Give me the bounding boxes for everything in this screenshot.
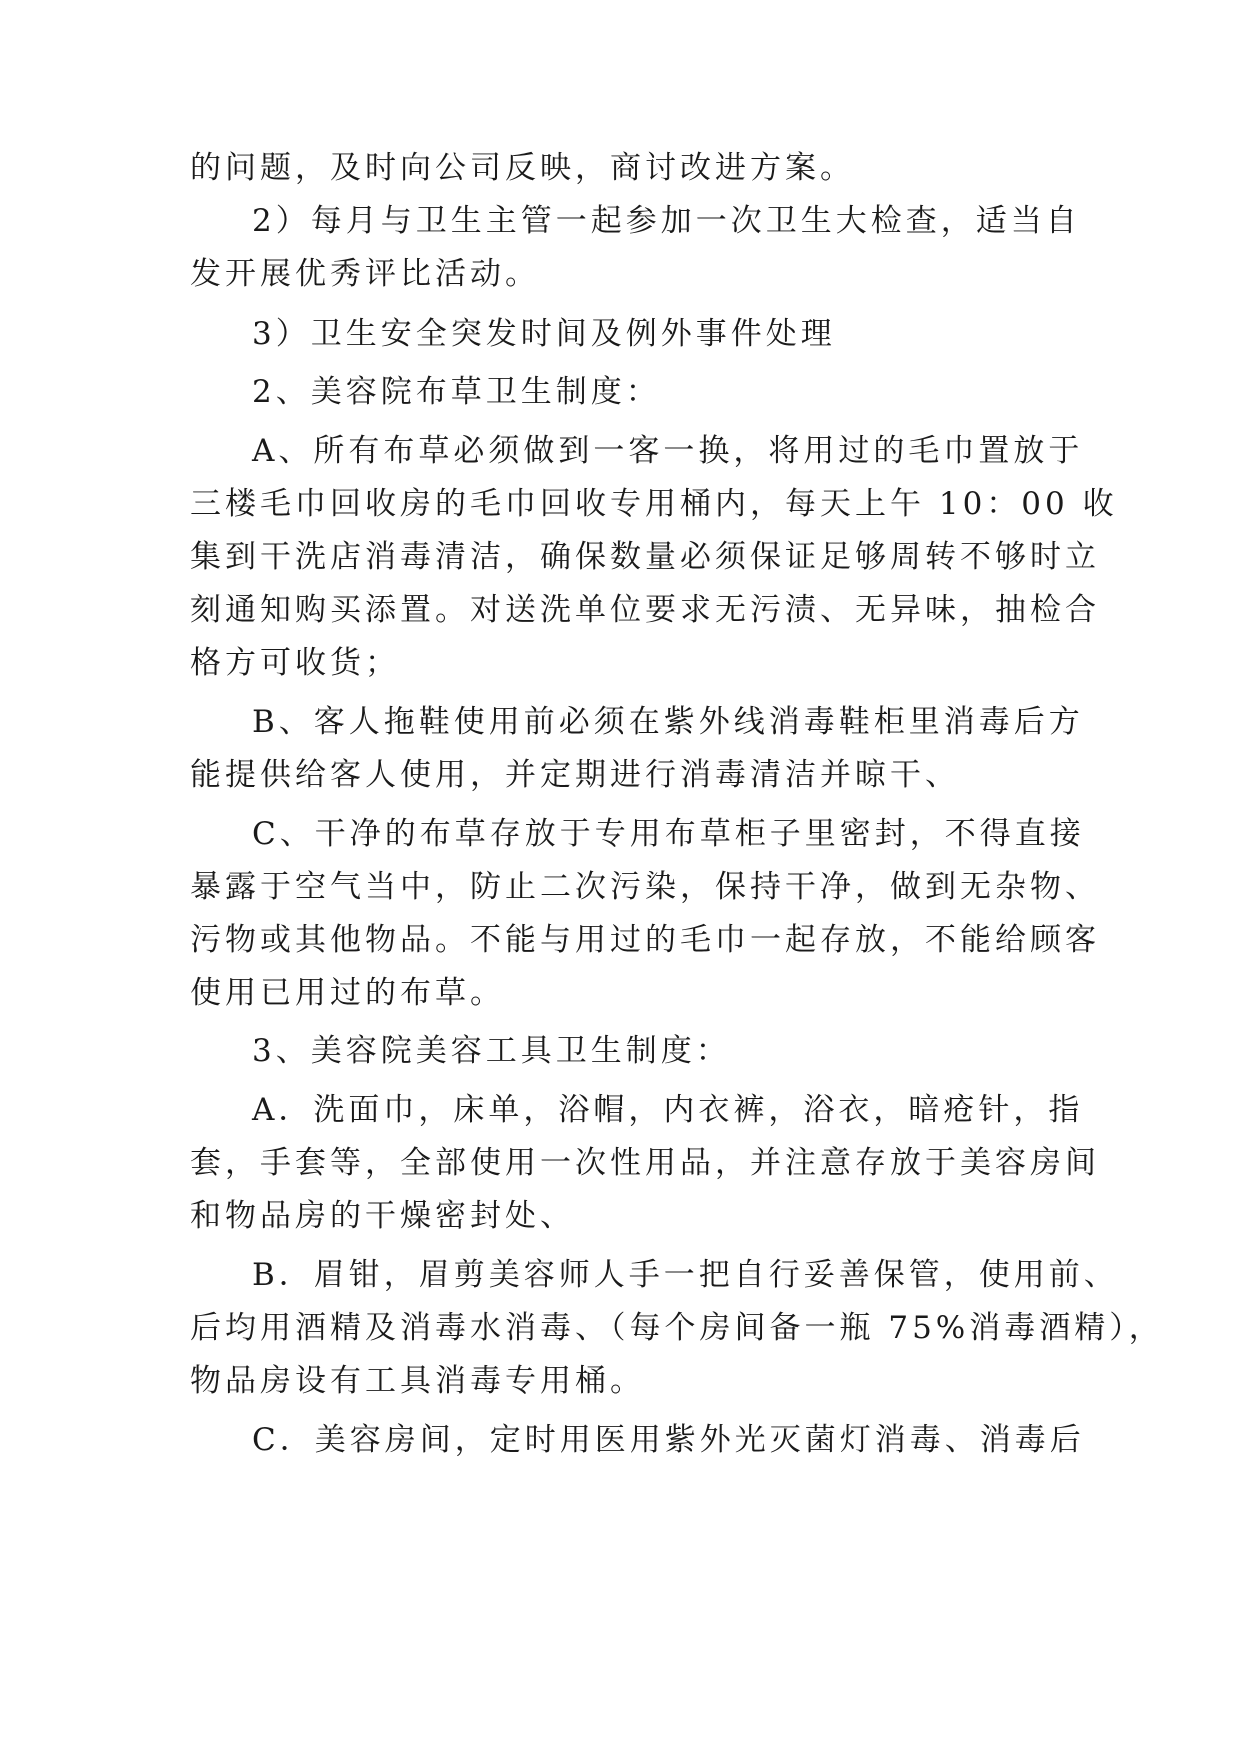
text-line: 发开展优秀评比活动。 bbox=[190, 256, 540, 292]
section-heading: 3、美容院美容工具卫生制度： bbox=[252, 1033, 731, 1069]
text-line: A、所有布草必须做到一客一换，将用过的毛巾置放于 bbox=[252, 433, 1084, 469]
text-line: 集到干洗店消毒清洁，确保数量必须保证足够周转不够时立 bbox=[190, 539, 1100, 575]
text-line: 和物品房的干燥密封处、 bbox=[190, 1198, 575, 1234]
text-line: 暴露于空气当中，防止二次污染，保持干净，做到无杂物、 bbox=[190, 869, 1100, 905]
text-line: 后均用酒精及消毒水消毒、（每个房间备一瓶 75%消毒酒精）， bbox=[190, 1310, 1164, 1346]
text-line: 的问题，及时向公司反映，商讨改进方案。 bbox=[190, 150, 855, 186]
text-line: 格方可收货； bbox=[190, 645, 400, 681]
section-heading: 2、美容院布草卫生制度： bbox=[252, 374, 661, 410]
text-line: 2）每月与卫生主管一起参加一次卫生大检查，适当自 bbox=[252, 203, 1081, 239]
text-line: B．眉钳，眉剪美容师人手一把自行妥善保管，使用前、 bbox=[252, 1257, 1119, 1293]
text-line: 物品房设有工具消毒专用桶。 bbox=[190, 1363, 645, 1399]
text-line: 使用已用过的布草。 bbox=[190, 975, 505, 1011]
text-line: A．洗面巾，床单，浴帽，内衣裤，浴衣，暗疮针，指 bbox=[252, 1092, 1084, 1128]
text-line: 污物或其他物品。不能与用过的毛巾一起存放，不能给顾客 bbox=[190, 922, 1100, 958]
text-line: C、干净的布草存放于专用布草柜子里密封，不得直接 bbox=[252, 816, 1085, 852]
text-line: C．美容房间，定时用医用紫外光灭菌灯消毒、消毒后 bbox=[252, 1422, 1085, 1458]
text-line: 3）卫生安全突发时间及例外事件处理 bbox=[252, 316, 836, 352]
text-line: 三楼毛巾回收房的毛巾回收专用桶内，每天上午 10：00 收 bbox=[190, 486, 1118, 522]
text-line: 能提供给客人使用，并定期进行消毒清洁并晾干、 bbox=[190, 757, 960, 793]
text-line: 套，手套等，全部使用一次性用品，并注意存放于美容房间 bbox=[190, 1145, 1100, 1181]
text-line: 刻通知购买添置。对送洗单位要求无污渍、无异味，抽检合 bbox=[190, 592, 1100, 628]
text-line: B、客人拖鞋使用前必须在紫外线消毒鞋柜里消毒后方 bbox=[252, 704, 1084, 740]
